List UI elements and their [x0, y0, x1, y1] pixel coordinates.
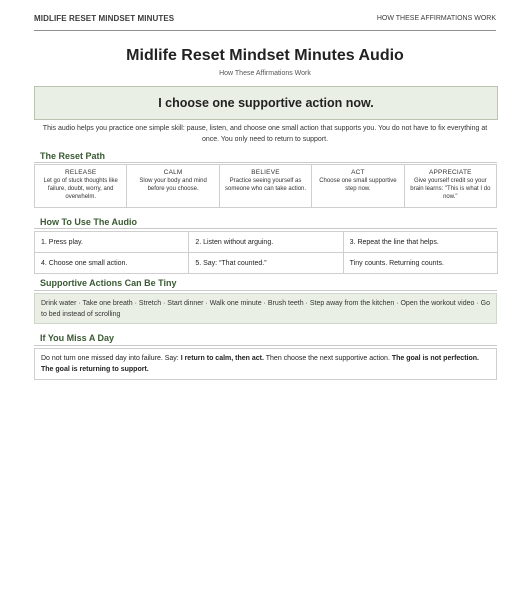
path-step-desc: Practice seeing yourself as someone who can take action. [224, 178, 307, 192]
page-title: Midlife Reset Mindset Minutes Audio [126, 47, 404, 64]
intro-paragraph: This audio helps you practice one simple skill: pause, listen, and choose one small action that supports you. You do not have to fix everything at once. You only need to return to support. [42, 125, 488, 143]
reset-path-believe [220, 165, 312, 207]
reset-path-calm [127, 165, 219, 207]
path-step-name: ACT [351, 169, 365, 176]
reset-path-appreciate [405, 165, 496, 207]
path-step-desc: Let go of stuck thoughts like failure, doubt, worry, and overwhelm. [43, 178, 118, 200]
running-header [34, 10, 496, 31]
path-step-name: BELIEVE [251, 169, 280, 176]
supportive-actions-list: Drink water · Take one breath · Stretch · Start dinner · Walk one minute · Brush teeth · Step away from the kitchen · Open the workout video · Go to bed instead of scrolling [34, 293, 497, 324]
section-heading-actions: Supportive Actions Can Be Tiny [40, 278, 177, 288]
header-left-title: MIDLIFE RESET MINDSET MINUTES [34, 14, 175, 23]
path-step-desc: Choose one small supportive step now. [319, 178, 397, 192]
path-step-desc: Give yourself credit so your brain learns: "This is what I do now." [410, 178, 491, 200]
section-heading-miss: If You Miss A Day [40, 333, 115, 343]
path-step-name: APPRECIATE [428, 169, 472, 176]
miss-text-emphasis: I return to calm, then act. [180, 355, 264, 362]
how-to-step: Tiny counts. Returning counts. [344, 253, 498, 274]
miss-text-lead: Do not turn one missed day into failure. Say: [41, 355, 181, 362]
reset-path-act [312, 165, 404, 207]
affirmation-text: I choose one supportive action now. [158, 96, 374, 110]
section-divider [34, 162, 497, 163]
how-to-step: 3. Repeat the line that helps. [344, 232, 498, 253]
header-right-title: HOW THESE AFFIRMATIONS WORK [376, 15, 496, 22]
path-step-name: CALM [163, 169, 183, 176]
miss-text-goal: The goal is not perfection. The goal is returning to support. [41, 355, 479, 373]
how-to-step: 2. Listen without arguing. [189, 232, 343, 253]
section-divider [34, 345, 497, 346]
path-step-desc: Slow your body and mind before you choose. [139, 178, 207, 192]
miss-a-day-box [34, 348, 497, 380]
how-to-steps-table [34, 231, 498, 274]
how-to-step: 4. Choose one small action. [35, 253, 189, 274]
miss-text-mid: Then choose the next supportive action. [263, 355, 392, 362]
how-to-step: 1. Press play. [35, 232, 189, 253]
reset-path-release [35, 165, 127, 207]
path-step-name: RELEASE [65, 169, 97, 176]
section-divider [34, 290, 497, 291]
how-to-step: 5. Say: “That counted.” [189, 253, 343, 274]
section-divider [34, 228, 497, 229]
page-subtitle: How These Affirmations Work [219, 70, 311, 77]
section-heading-how-to: How To Use The Audio [40, 217, 137, 227]
affirmation-banner [34, 86, 498, 120]
section-heading-reset-path: The Reset Path [40, 151, 106, 161]
reset-path-table [34, 164, 497, 208]
